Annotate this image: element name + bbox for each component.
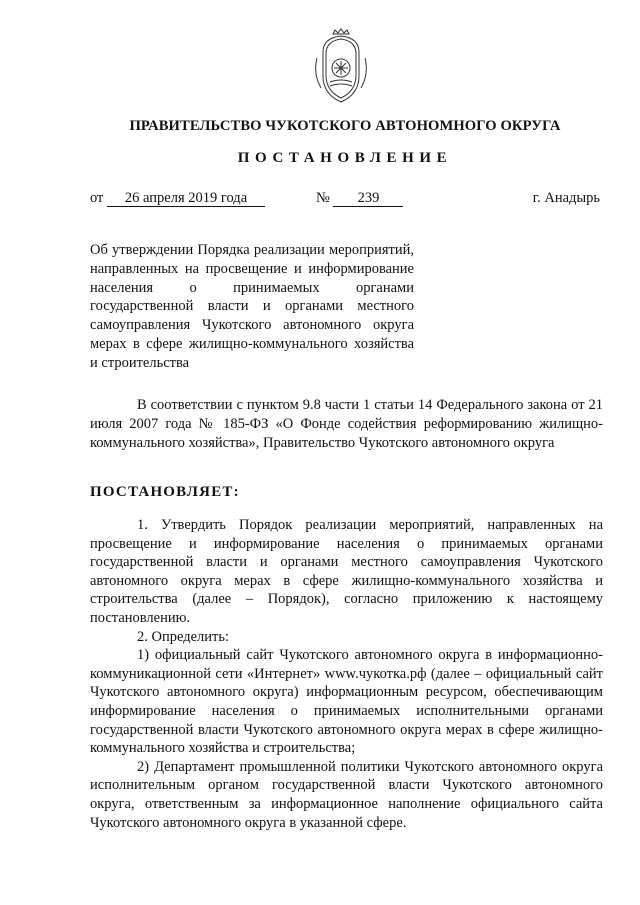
paragraph: 1) официальный сайт Чукотского автономного округа в информационно-коммуникационной сети «Интернет» www.чукотка.рф (далее – официальный сайт Чукотского автономного округа) информационным ресурсом, обеспечивающим информирование населения о принимаемых исполнительными органами государственной власти Чукотского автономного округа мерах в сфере жилищно-коммунального хозяйства и строительства; bbox=[90, 647, 603, 757]
number-prefix: № bbox=[316, 190, 330, 206]
date-value: 26 апреля 2019 года bbox=[107, 190, 265, 207]
preamble: В соответствии с пунктом 9.8 части 1 статьи 14 Федерального закона от 21 июля 2007 года № 185-ФЗ «О Фонде содействия реформированию жилищно-коммунального хозяйства», Правительство Чукотского автономного округа bbox=[90, 397, 603, 451]
paragraph: 1. Утвердить Порядок реализации мероприятий, направленных на просвещение и информирование населения о принимаемых органами государственной власти и органами местного самоуправления Чукотского автономного округа мерах в сфере жилищно-коммунального хозяйства и строительства (далее – Порядок), согласно приложению к настоящему постановлению. bbox=[90, 517, 603, 626]
document-subject: Об утверждении Порядка реализации мероприятий, направленных на просвещение и информирование населения о принимаемых органами государственной власти и органами местного самоуправления Чукотского автономного округа мерах в сфере жилищно-коммунального хозяйства и строительства bbox=[90, 242, 414, 371]
paragraph: 2) Департамент промышленной политики Чукотского автономного округа исполнительным органом государственной власти Чукотского автономного округа, ответственным за информационное наполнение официального сайта Чукотского автономного округа в указанной сфере. bbox=[90, 758, 603, 831]
document-type: ПОСТАНОВЛЕНИЕ bbox=[237, 150, 453, 166]
date-prefix: от bbox=[90, 190, 104, 206]
document-city: г. Анадырь bbox=[532, 190, 600, 206]
organization-title: ПРАВИТЕЛЬСТВО ЧУКОТСКОГО АВТОНОМНОГО ОКРУГА bbox=[129, 118, 561, 134]
paragraph: 2. Определить: bbox=[137, 628, 230, 645]
resolves-heading: ПОСТАНОВЛЯЕТ: bbox=[90, 484, 240, 500]
document-number bbox=[316, 190, 403, 207]
number-value: 239 bbox=[333, 190, 403, 207]
document-date bbox=[90, 190, 265, 207]
coat-of-arms-icon bbox=[303, 28, 379, 108]
document-body bbox=[90, 516, 603, 832]
